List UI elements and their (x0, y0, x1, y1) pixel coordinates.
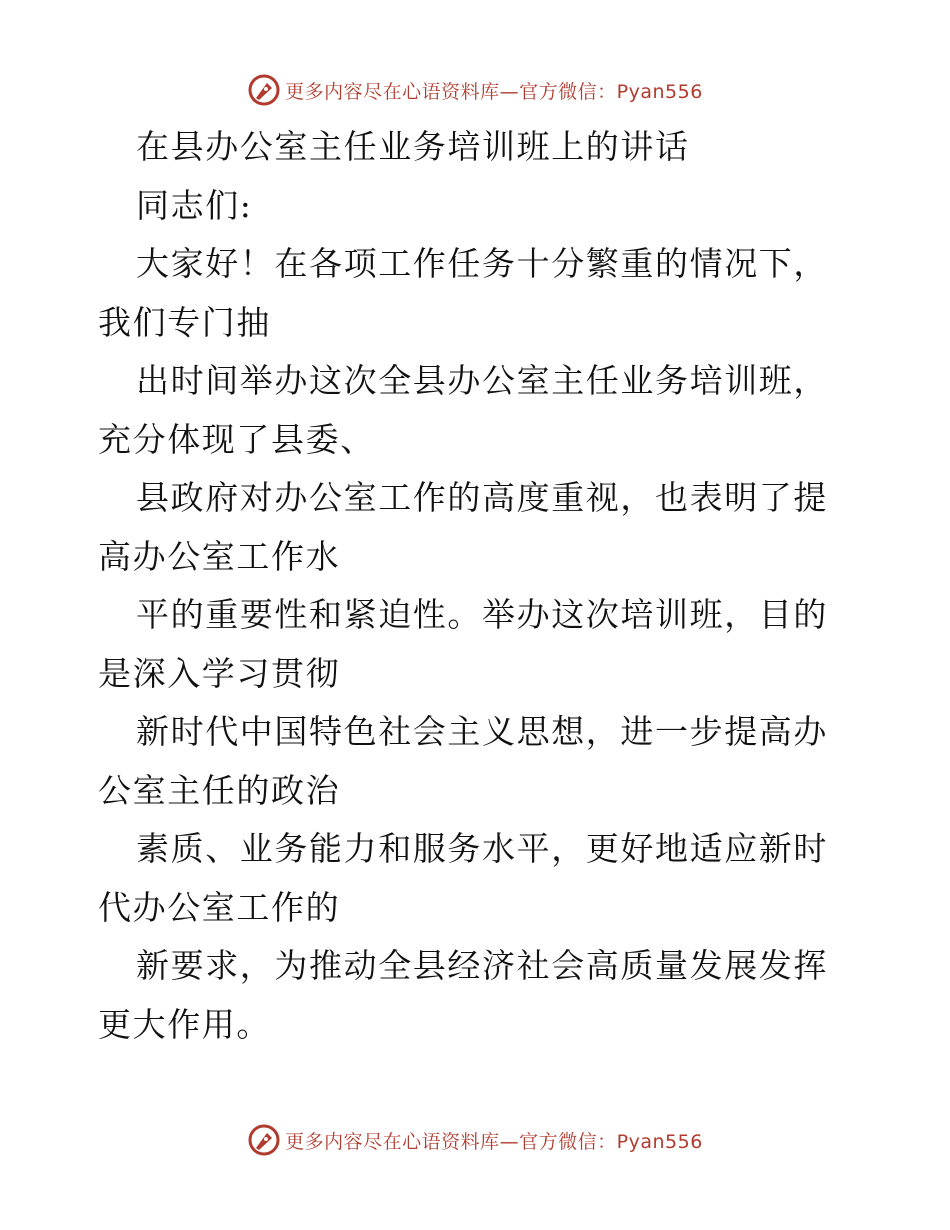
paragraph: 出时间举办这次全县办公室主任业务培训班，充分体现了县委、 (98, 361, 828, 459)
banner-text: 更多内容尽在心语资料库—官方微信：Pyan556 (285, 80, 703, 103)
salutation: 同志们: (136, 185, 253, 225)
pen-nib-logo-icon (247, 1123, 281, 1157)
paragraph: 大家好！在各项工作任务十分繁重的情况下，我们专门抽 (98, 244, 828, 342)
pen-nib-logo-icon (247, 73, 281, 107)
document-body (98, 118, 853, 1054)
paragraph: 素质、业务能力和服务水平，更好地适应新时代办公室工作的 (98, 829, 828, 927)
footer-banner (0, 1120, 950, 1160)
paragraph: 平的重要性和紧迫性。举办这次培训班，目的是深入学习贯彻 (98, 595, 828, 693)
paragraph: 新要求，为推动全县经济社会高质量发展发挥更大作用。 (98, 946, 828, 1044)
banner-text: 更多内容尽在心语资料库—官方微信：Pyan556 (285, 1130, 703, 1153)
document-title: 在县办公室主任业务培训班上的讲话 (136, 127, 690, 166)
paragraph: 县政府对办公室工作的高度重视，也表明了提高办公室工作水 (98, 478, 828, 576)
paragraph: 新时代中国特色社会主义思想，进一步提高办公室主任的政治 (98, 712, 828, 810)
header-banner (0, 70, 950, 110)
